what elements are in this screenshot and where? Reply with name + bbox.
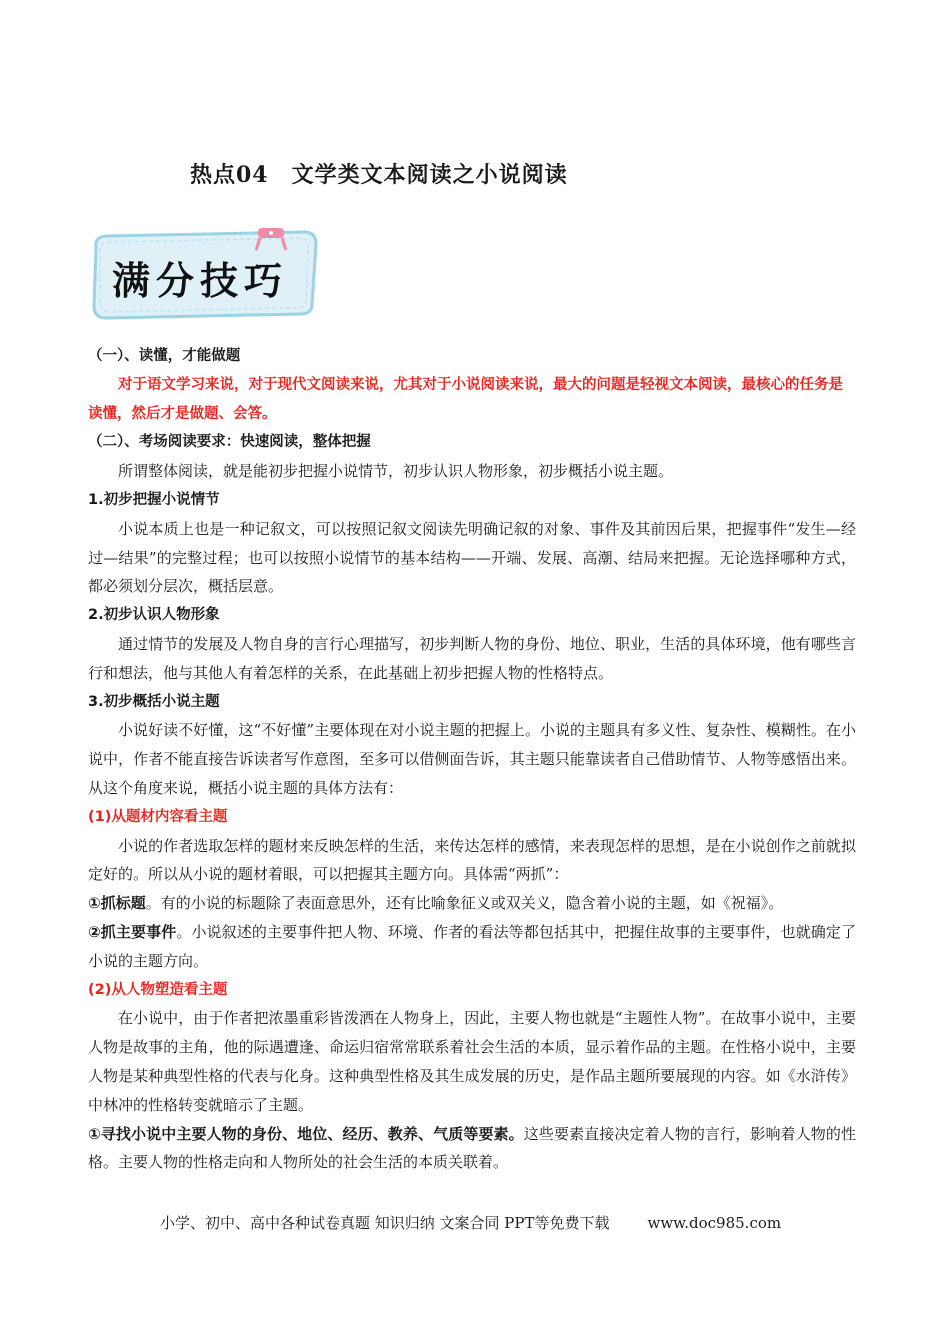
bullet-lead: ①寻找小说中主要人物的身份、地位、经历、教养、气质等要素。	[88, 1124, 524, 1143]
highlight-paragraph: 对于语文学习来说，对于现代文阅读来说，尤其对于小说阅读来说，最大的问题是轻视文本阅读，最核心的任务是读懂，然后才是做题、会答。	[88, 376, 843, 422]
bullet-lead: ①抓标题	[88, 894, 146, 913]
bullet-text: 这些要素直接决定着人物的言行，影响着人物的性格。主要人物的性格走向和人物所处的社会生活的本质关联着。	[88, 1124, 856, 1172]
bullet-text: 。有的小说的标题除了表面意思外，还有比喻象征义或双关义，隐含着小说的主题，如《祝福》。	[145, 894, 784, 913]
paragraph: 所谓整体阅读，就是能初步把握小说情节，初步认识人物形象，初步概括小说主题。	[118, 462, 674, 481]
bullet-item	[88, 918, 856, 976]
page-title: 热点04 文学类文本阅读之小说阅读	[190, 162, 568, 188]
paragraph: 小说的作者选取怎样的题材来反映怎样的生活，来传达怎样的感情，来表现怎样的思想，是在小说创作之前就拟定好的。所以从小说的题材着眼，可以把握其主题方向。具体需“两抓”：	[88, 836, 856, 884]
paragraph: 通过情节的发展及人物自身的言行心理描写，初步判断人物的身份、地位、职业，生活的具体环境，他有哪些言行和想法，他与其他人有着怎样的关系，在此基础上初步把握人物的性格特点。	[88, 634, 856, 682]
subheading-theme: 3.初步概括小说主题	[88, 693, 220, 710]
subheading-character: 2.初步认识人物形象	[88, 607, 220, 624]
bullet-text: 。小说叙述的主要事件把人物、环境、作者的看法等都包括其中，把握住故事的主要事件，也就确定了小说的主题方向。	[88, 922, 856, 970]
method-heading-character: (2)从人物塑造看主题	[88, 981, 228, 998]
document-body	[88, 342, 856, 1177]
footer-link[interactable]: www.doc985.com	[647, 1214, 782, 1232]
paragraph: 小说好读不好懂，这“不好懂”主要体现在对小说主题的把握上。小说的主题具有多义性、复杂性、模糊性。在小说中，作者不能直接告诉读者写作意图，至多可以借侧面告诉，其主题只能靠读者自己借助情节、人物等感悟出来。从这个角度来说，概括小说主题的具体方法有：	[88, 721, 856, 797]
bullet-item	[88, 889, 856, 918]
bullet-item	[88, 1120, 856, 1178]
bullet-lead: ②抓主要事件	[88, 922, 177, 941]
section-heading-2: （二）、考场阅读要求：快速阅读，整体把握	[88, 434, 371, 451]
paragraph: 小说本质上也是一种记叙文，可以按照记叙文阅读先明确记叙的对象、事件及其前因后果，把握事件“发生—经过—结果”的完整过程；也可以按照小说情节的基本结构——开端、发展、高潮、结局来把握。无论选择哪种方式，都必须划分层次，概括层意。	[88, 519, 856, 596]
banner-title: 满分技巧	[112, 259, 289, 303]
page-footer	[160, 1212, 781, 1233]
section-banner	[90, 228, 322, 320]
method-heading-subject: (1)从题材内容看主题	[88, 808, 228, 825]
paragraph: 在小说中，由于作者把浓墨重彩皆泼洒在人物身上，因此，主要人物也就是“主题性人物”。在故事小说中，主要人物是故事的主角，他的际遇遭逢、命运归宿常常联系着社会生活的本质，显示着作品的主题。在性格小说中，主要人物是某种典型性格的代表与化身。这种典型性格及其生成发展的历史，是作品主题所要展现的内容。如《水浒传》中林冲的性格转变就暗示了主题。	[88, 1009, 856, 1114]
footer-text: 小学、初中、高中各种试卷真题 知识归纳 文案合同 PPT等免费下载	[160, 1214, 610, 1232]
section-heading-1: （一）、读懂，才能做题	[88, 348, 241, 364]
subheading-plot: 1.初步把握小说情节	[88, 491, 220, 508]
